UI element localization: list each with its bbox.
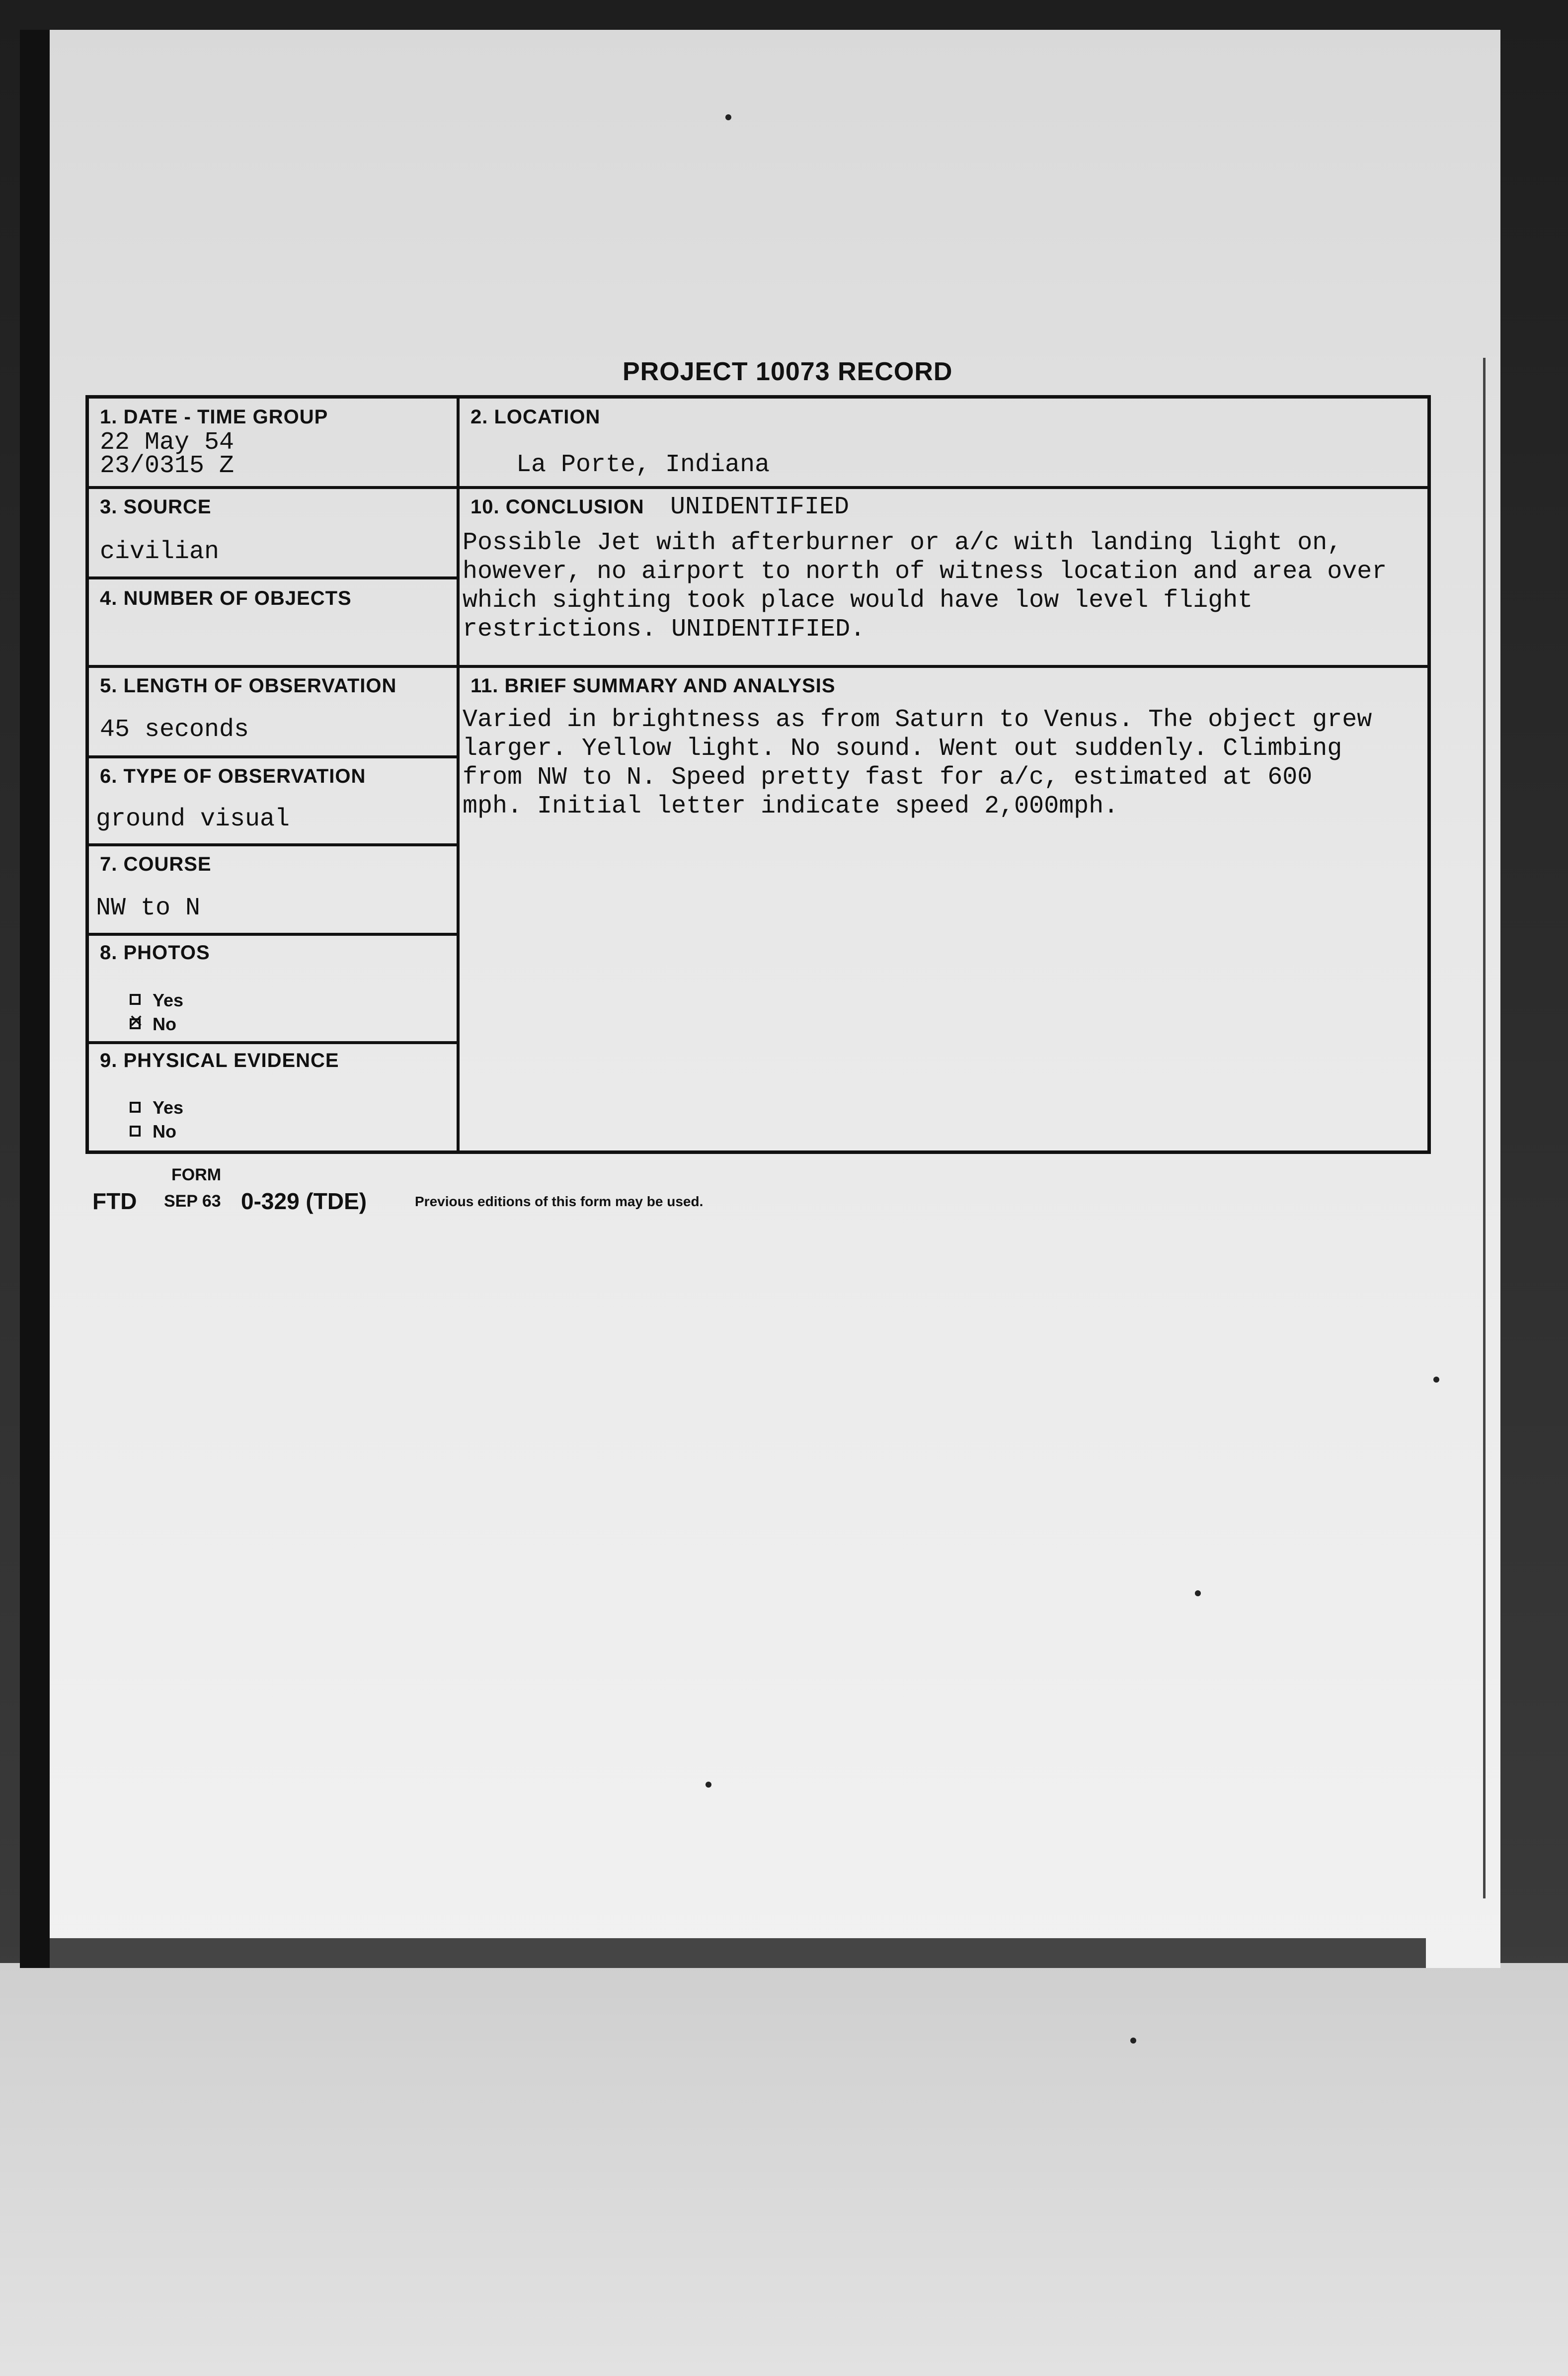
sheet-right-edge bbox=[1483, 358, 1486, 1898]
type-of-observation-label: 6. TYPE OF OBSERVATION bbox=[100, 765, 366, 787]
physical-evidence-yes-checkbox[interactable] bbox=[130, 1102, 141, 1113]
speck bbox=[1130, 2038, 1136, 2044]
summary-label: 11. BRIEF SUMMARY AND ANALYSIS bbox=[470, 675, 836, 697]
row-divider bbox=[89, 665, 1430, 668]
physical-evidence-no-label: No bbox=[153, 1121, 176, 1142]
summary-text: Varied in brightness as from Saturn to Venus. The object grew larger. Yellow light. No sound. Went out suddenly. Climbing from NW to N. Speed pretty fast for a/c, estimated at 600 mph. Initial letter indicate speed 2,000mph. bbox=[463, 706, 1372, 820]
row-divider bbox=[89, 1041, 460, 1044]
speck bbox=[1433, 1377, 1439, 1383]
speck bbox=[706, 1782, 711, 1788]
footer-note: Previous editions of this form may be used. bbox=[415, 1194, 704, 1209]
source-label: 3. SOURCE bbox=[100, 496, 212, 518]
length-of-observation-label: 5. LENGTH OF OBSERVATION bbox=[100, 675, 397, 697]
date-value: 22 May 54 bbox=[100, 428, 235, 457]
column-divider bbox=[457, 399, 460, 1154]
underlying-sheet bbox=[0, 1963, 1568, 2376]
conclusion-value: UNIDENTIFIED bbox=[670, 493, 850, 521]
course-label: 7. COURSE bbox=[100, 853, 212, 875]
length-of-observation-value: 45 seconds bbox=[100, 716, 249, 744]
physical-evidence-label: 9. PHYSICAL EVIDENCE bbox=[100, 1050, 339, 1071]
footer-form-date: SEP 63 bbox=[164, 1192, 221, 1211]
course-value: NW to N bbox=[96, 894, 201, 922]
photos-yes-checkbox[interactable] bbox=[130, 994, 141, 1005]
row-divider bbox=[89, 933, 460, 936]
footer-ftd: FTD bbox=[92, 1188, 137, 1214]
location-label: 2. LOCATION bbox=[470, 406, 601, 428]
number-of-objects-label: 4. NUMBER OF OBJECTS bbox=[100, 587, 352, 609]
row-divider bbox=[89, 755, 460, 758]
conclusion-label: 10. CONCLUSION bbox=[470, 496, 644, 518]
time-value: 23/0315 Z bbox=[100, 452, 235, 480]
photos-no-label: No bbox=[153, 1014, 176, 1034]
speck bbox=[725, 114, 731, 120]
form-title: PROJECT 10073 RECORD bbox=[623, 357, 953, 386]
location-value: La Porte, Indiana bbox=[516, 451, 770, 479]
footer-form-word: FORM bbox=[171, 1165, 222, 1184]
sheet-left-edge bbox=[20, 30, 50, 1968]
footer-form-number: 0-329 (TDE) bbox=[241, 1188, 367, 1214]
date-time-group-label: 1. DATE - TIME GROUP bbox=[100, 406, 328, 428]
source-value: civilian bbox=[100, 538, 220, 566]
record-form bbox=[85, 395, 1431, 1154]
photos-no-checkbox[interactable] bbox=[130, 1018, 141, 1029]
row-divider bbox=[89, 486, 1430, 489]
photos-label: 8. PHOTOS bbox=[100, 942, 210, 964]
row-divider bbox=[89, 576, 460, 579]
row-divider bbox=[89, 843, 460, 846]
photos-yes-label: Yes bbox=[153, 990, 184, 1010]
physical-evidence-yes-label: Yes bbox=[153, 1097, 184, 1118]
speck bbox=[1195, 1590, 1201, 1596]
conclusion-text: Possible Jet with afterburner or a/c with landing light on, however, no airport to north of witness location and area over which sighting took place would have low level flight restrictions. UNIDENTIFIED. bbox=[463, 529, 1387, 644]
physical-evidence-no-checkbox[interactable] bbox=[130, 1126, 141, 1137]
sheet-shadow bbox=[35, 1938, 1426, 1968]
type-of-observation-value: ground visual bbox=[96, 805, 290, 833]
